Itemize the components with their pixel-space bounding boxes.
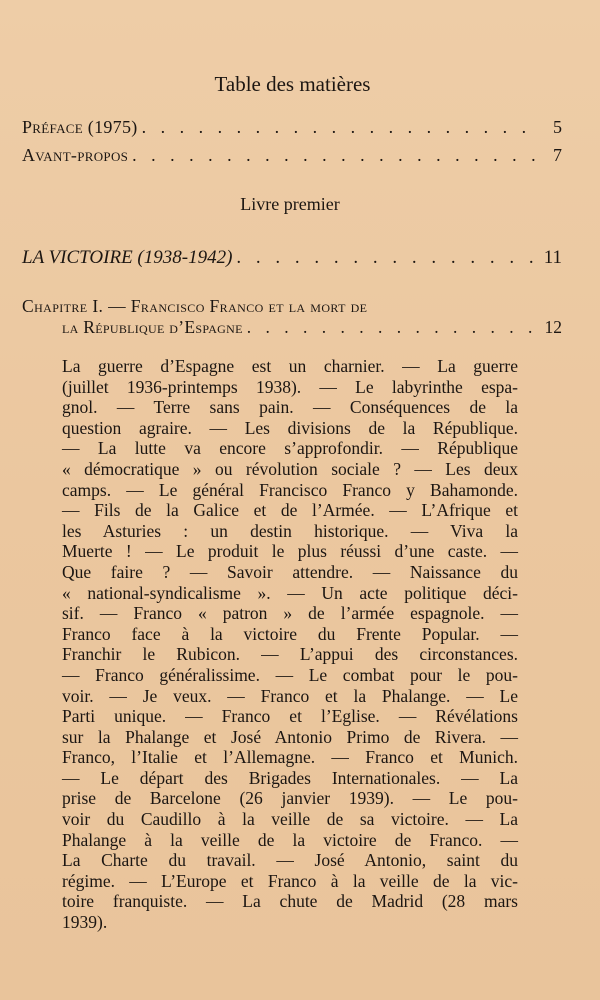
summary-line: sur la Phalange et José Antonio Primo de Rivera. — (62, 726, 518, 747)
summary-line: « démocratique » ou révolution sociale ? — Les deux (62, 458, 518, 479)
summary-line: Franco face à la victoire du Frente Popular. — (62, 623, 518, 644)
summary-line: — Le départ des Brigades Internationales. — La (62, 767, 518, 788)
summary-line: Que faire ? — Savoir attendre. — Naissance du (62, 561, 518, 582)
summary-line: toire franquiste. — La chute de Madrid (28 mars (62, 891, 518, 912)
book-heading: Livre premier (240, 194, 340, 214)
summary-line: question agraire. — Les divisions de la République. (62, 417, 518, 438)
chapter-summary (62, 356, 518, 933)
summary-line: La guerre d’Espagne est un charnier. — La guerre (62, 356, 518, 376)
dot-leader (247, 317, 536, 338)
toc-page-number: 12 (544, 317, 562, 337)
summary-line: prise de Barcelone (26 janvier 1939). — Le pou- (62, 788, 518, 809)
summary-line: Franchir le Rubicon. — L’appui des circonstances. (62, 644, 518, 665)
part-title: LA VICTOIRE (1938-1942) (22, 247, 233, 268)
summary-line: Parti unique. — Franco et l’Eglise. — Révélations (62, 706, 518, 727)
summary-line: régime. — L’Europe et Franco à la veille de la vic- (62, 870, 518, 891)
toc-label: Préface (1975) (22, 117, 138, 137)
summary-line: La Charte du travail. — José Antonio, saint du (62, 850, 518, 871)
summary-line: 1939). (62, 912, 108, 933)
toc-entry-preface[interactable] (22, 117, 562, 138)
summary-line: gnol. — Terre sans pain. — Conséquences de la (62, 397, 518, 418)
summary-line: Phalange à la veille de la victoire de Franco. — (62, 829, 518, 850)
summary-line: (juillet 1936-printemps 1938). — Le labyrinthe espa- (62, 376, 518, 397)
summary-line: les Asturies : un destin historique. — Viva la (62, 520, 518, 541)
chapter-heading-line1[interactable]: Chapitre I. — Francisco Franco et la mort de (22, 296, 368, 316)
toc-page-number: 11 (543, 247, 562, 268)
toc-entry-avant-propos[interactable] (22, 145, 562, 166)
summary-line: Muerte ! — Le produit le plus réussi d’une caste. — (62, 541, 518, 562)
chapter-title: la République d’Espagne (62, 317, 243, 337)
dot-leader (132, 145, 536, 166)
toc-entry-part[interactable] (22, 247, 562, 269)
toc-page-number: 5 (553, 117, 562, 137)
summary-line: sif. — Franco « patron » de l’armée espagnole. — (62, 603, 518, 624)
summary-line: voir. — Je veux. — Franco et la Phalange. — Le (62, 685, 518, 706)
toc-page-number: 7 (553, 145, 562, 165)
summary-line: — Fils de la Galice et de l’Armée. — L’Afrique et (62, 500, 518, 521)
summary-line: voir du Caudillo à la veille de sa victoire. — La (62, 809, 518, 830)
dot-leader (236, 247, 536, 269)
summary-line: « national-syndicalisme ». — Un acte politique déci- (62, 582, 518, 603)
page-title: Table des matières (214, 72, 371, 96)
summary-line: Franco, l’Italie et l’Allemagne. — Franco et Munich. (62, 747, 518, 768)
dot-leader (142, 117, 536, 138)
summary-line: — Franco généralissime. — Le combat pour le pou- (62, 664, 518, 685)
summary-line: camps. — Le général Francisco Franco y Bahamonde. (62, 479, 518, 500)
chapter-heading-line2[interactable] (62, 317, 562, 338)
summary-line: — La lutte va encore s’approfondir. — République (62, 438, 518, 459)
toc-label: Avant-propos (22, 145, 129, 165)
